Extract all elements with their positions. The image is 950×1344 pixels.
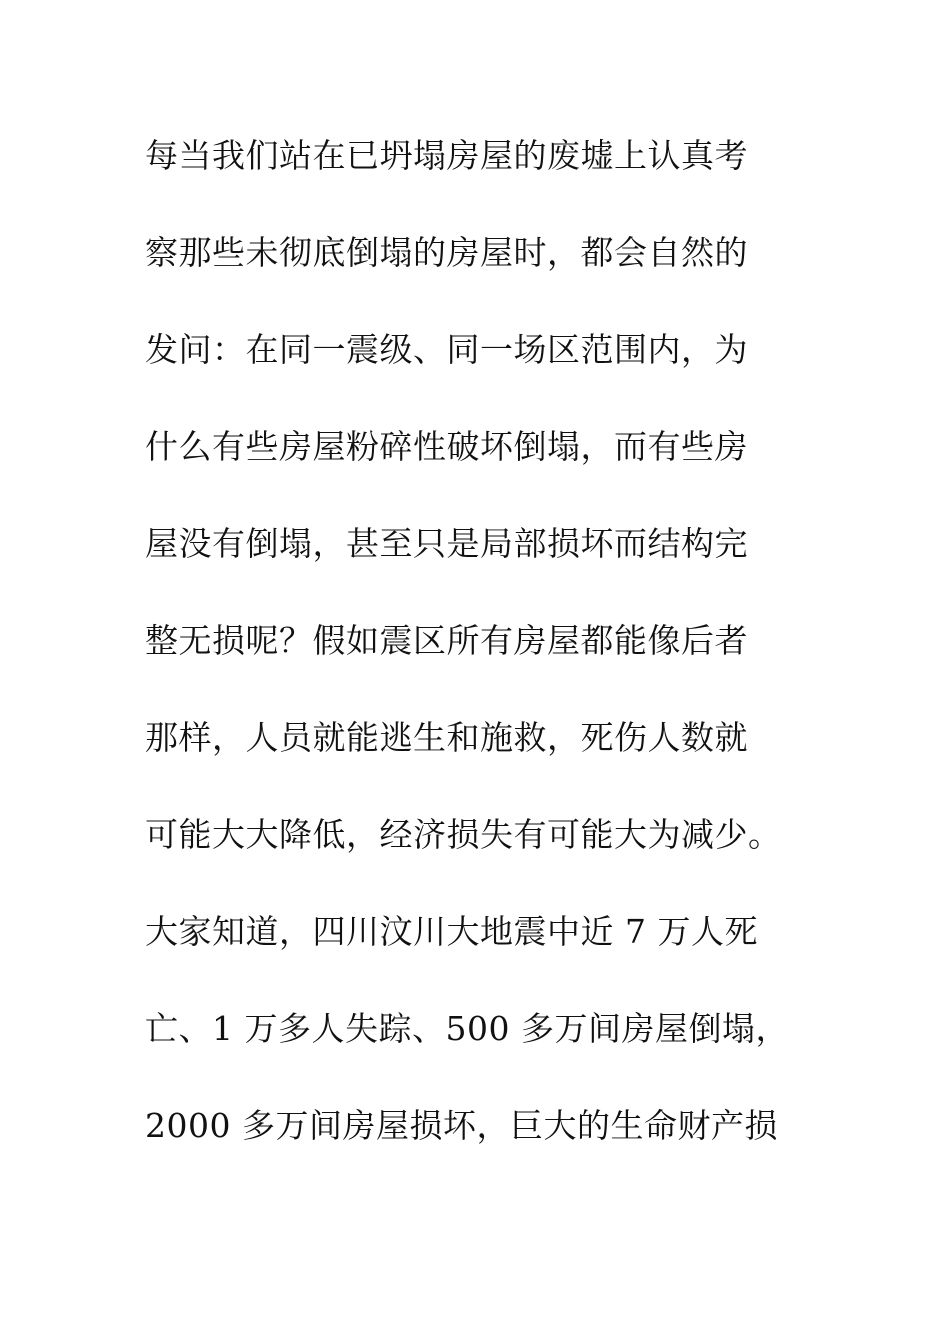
text-line-11: 2000 多万间房屋损坏，巨大的生命财产损 <box>145 1106 778 1145</box>
text-line-7: 那样，人员就能逃生和施救，死伤人数就 <box>145 718 748 757</box>
text-line-4: 什么有些房屋粉碎性破坏倒塌，而有些房 <box>145 427 748 466</box>
text-line-9: 大家知道，四川汶川大地震中近 7 万人死 <box>145 912 758 951</box>
text-line-5: 屋没有倒塌，甚至只是局部损坏而结构完 <box>145 524 748 563</box>
text-line-1: 每当我们站在已坍塌房屋的废墟上认真考 <box>145 136 748 175</box>
body-paragraph <box>145 128 825 1195</box>
text-line-10: 亡、1 万多人失踪、500 多万间房屋倒塌， <box>145 1009 789 1048</box>
text-line-6: 整无损呢？假如震区所有房屋都能像后者 <box>145 621 748 660</box>
text-line-8: 可能大大降低，经济损失有可能大为减少。 <box>145 815 782 854</box>
text-line-3: 发问：在同一震级、同一场区范围内，为 <box>145 330 748 369</box>
text-line-2: 察那些未彻底倒塌的房屋时，都会自然的 <box>145 233 748 272</box>
